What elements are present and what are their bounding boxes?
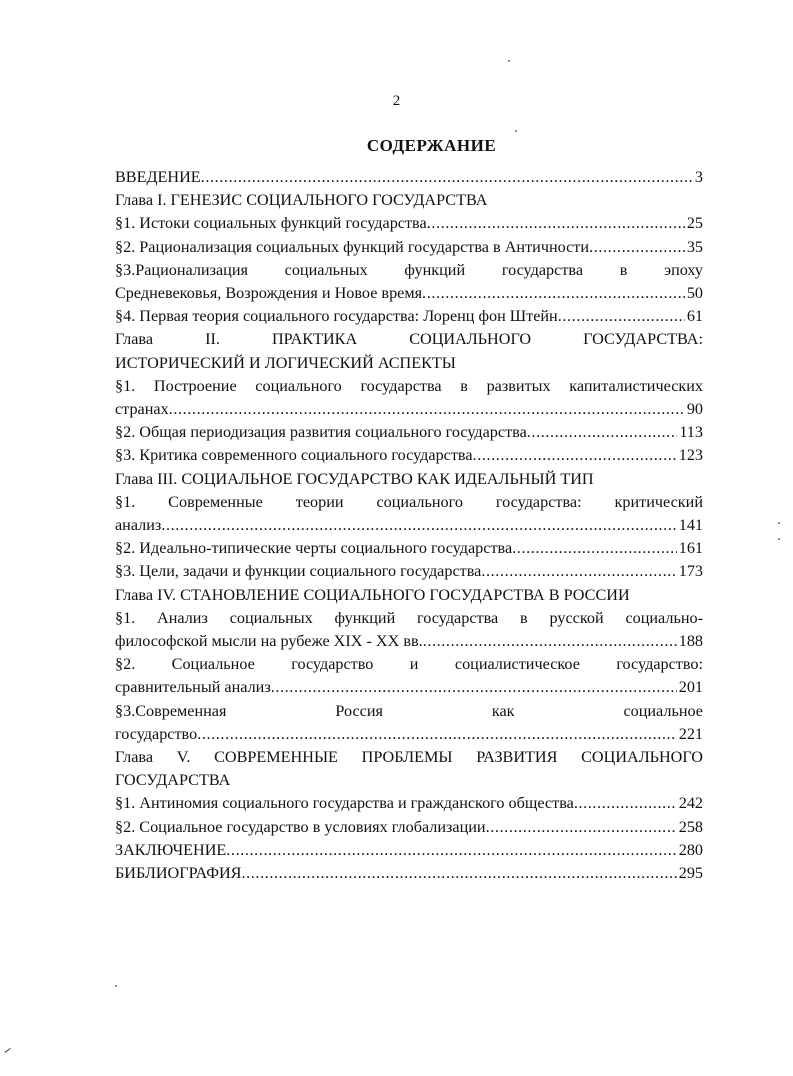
toc-entry-intro xyxy=(115,166,703,189)
toc-entry-bibliography xyxy=(115,862,703,885)
page-number: 2 xyxy=(392,93,401,109)
leader-dots xyxy=(512,537,677,560)
chapter-heading-5-line2: ГОСУДАРСТВА xyxy=(115,771,231,790)
toc-entry-text: §2. Идеально-типические черты социального государства xyxy=(115,539,513,558)
toc-entry xyxy=(115,236,703,259)
toc-entry xyxy=(115,676,703,699)
scan-speck xyxy=(778,538,780,540)
leader-dots xyxy=(486,816,677,839)
toc-title: СОДЕРЖАНИЕ xyxy=(366,136,497,155)
toc-entry-text: ЗАКЛЮЧЕНИЕ xyxy=(115,840,227,859)
toc-entry-page: 173 xyxy=(678,562,703,581)
toc-entry-text: анализ xyxy=(115,516,162,535)
toc-entry xyxy=(115,792,703,815)
toc-entry-text: §4. Первая теория социального государства: Лоренц фон Штейн xyxy=(115,307,558,326)
toc-entry xyxy=(115,537,703,560)
toc-entry-page: 123 xyxy=(678,446,703,465)
toc-entry-text: сравнительный анализ xyxy=(115,678,271,697)
toc-entry-page: 161 xyxy=(678,539,703,558)
toc-entry-text: странах xyxy=(115,400,169,419)
toc-entry xyxy=(115,444,703,467)
toc-entry-page: 258 xyxy=(678,817,703,836)
leader-dots xyxy=(226,839,676,862)
leader-dots xyxy=(558,305,685,328)
chapter-heading-1: Глава I. ГЕНЕЗИС СОЦИАЛЬНОГО ГОСУДАРСТВА xyxy=(115,191,488,210)
leader-dots xyxy=(271,676,677,699)
toc-entry-text: §3. Критика современного социального государства xyxy=(115,446,473,465)
toc-entry-page: 61 xyxy=(686,307,703,326)
toc-entry xyxy=(115,723,703,746)
leader-dots xyxy=(427,212,685,235)
toc-entry xyxy=(115,816,703,839)
toc-entry xyxy=(115,560,703,583)
scan-speck xyxy=(508,60,510,62)
toc-entry-page: 35 xyxy=(686,237,703,256)
chapter-heading-2-line1: Глава II. ПРАКТИКА СОЦИАЛЬНОГО ГОСУДАРСТВА: xyxy=(115,330,703,349)
toc-entry-page: 221 xyxy=(678,724,703,743)
toc-entry-text: философской мысли на рубеже XIX - XX вв. xyxy=(115,632,423,651)
chapter-heading-5-line1: Глава V. СОВРЕМЕННЫЕ ПРОБЛЕМЫ РАЗВИТИЯ СОЦИАЛЬНОГО xyxy=(115,748,703,767)
toc-entry xyxy=(115,398,703,421)
leader-dots xyxy=(201,166,693,189)
leader-dots xyxy=(574,792,677,815)
toc-entry xyxy=(115,630,703,653)
scan-speck xyxy=(515,130,517,132)
toc-entry xyxy=(115,305,703,328)
toc-entry-text: §1. Антиномия социального государства и гражданского общества xyxy=(115,794,574,813)
toc-entry-text: §3. Цели, задачи и функции социального государства xyxy=(115,562,482,581)
toc-entry-page: 188 xyxy=(678,632,703,651)
toc-entry-page: 242 xyxy=(678,794,703,813)
chapter-heading-4: Глава IV. СТАНОВЛЕНИЕ СОЦИАЛЬНОГО ГОСУДАРСТВА В РОССИИ xyxy=(115,585,630,604)
toc-entry-page: 280 xyxy=(678,840,703,859)
toc-entry-line: §3.Современная Россия как социальное xyxy=(115,701,703,720)
toc-entry-conclusion xyxy=(115,839,703,862)
scan-mark xyxy=(4,1048,10,1053)
toc-entry-page: 90 xyxy=(686,400,703,419)
leader-dots xyxy=(169,398,685,421)
leader-dots xyxy=(423,630,677,653)
toc-entry-page: 25 xyxy=(686,214,703,233)
toc-entry-text: БИБЛИОГРАФИЯ xyxy=(115,864,242,883)
toc-entry-text: §2. Социальное государство в условиях глобализации xyxy=(115,817,486,836)
scan-speck xyxy=(778,522,780,524)
leader-dots xyxy=(197,723,677,746)
toc-entry-text: §2. Общая периодизация развития социального государства xyxy=(115,423,527,442)
leader-dots xyxy=(527,421,678,444)
leader-dots xyxy=(422,282,685,305)
toc-entry xyxy=(115,212,703,235)
chapter-heading-2-line2: ИСТОРИЧЕСКИЙ И ЛОГИЧЕСКИЙ АСПЕКТЫ xyxy=(115,353,456,372)
leader-dots xyxy=(161,514,676,537)
toc-entry-text: Средневековья, Возрождения и Новое время xyxy=(115,284,423,303)
toc-entry xyxy=(115,282,703,305)
toc-entry-text: ВВЕДЕНИЕ xyxy=(115,168,201,186)
toc-entry-line: §1. Анализ социальных функций государства в русской социально- xyxy=(115,608,703,627)
leader-dots xyxy=(589,236,685,259)
scan-speck xyxy=(115,985,117,987)
toc-entry-page: 113 xyxy=(679,423,703,442)
toc-entry xyxy=(115,514,703,537)
toc-entry-page: 201 xyxy=(678,678,703,697)
toc-entry-page: 50 xyxy=(686,284,703,303)
toc-entry-page: 295 xyxy=(678,864,703,883)
toc-entry xyxy=(115,421,703,444)
toc-entry-page: 3 xyxy=(694,168,703,186)
toc-entry-text: §1. Истоки социальных функций государства xyxy=(115,214,427,233)
leader-dots xyxy=(241,862,676,885)
toc-entry-line: §2. Социальное государство и социалистическое государство: xyxy=(115,655,703,674)
table-of-contents xyxy=(115,166,703,885)
toc-entry-line: §1. Построение социального государства в развитых капиталистических xyxy=(115,376,703,395)
toc-entry-text: государство xyxy=(115,724,198,743)
toc-entry-page: 141 xyxy=(678,516,703,535)
toc-entry-text: §2. Рационализация социальных функций государства в Античности xyxy=(115,237,590,256)
leader-dots xyxy=(473,444,677,467)
toc-entry-line: §3.Рационализация социальных функций государства в эпоху xyxy=(115,260,703,279)
leader-dots xyxy=(481,560,676,583)
chapter-heading-3: Глава III. СОЦИАЛЬНОЕ ГОСУДАРСТВО КАК ИДЕАЛЬНЫЙ ТИП xyxy=(115,469,594,488)
toc-entry-line: §1. Современные теории социального государства: критический xyxy=(115,492,703,511)
